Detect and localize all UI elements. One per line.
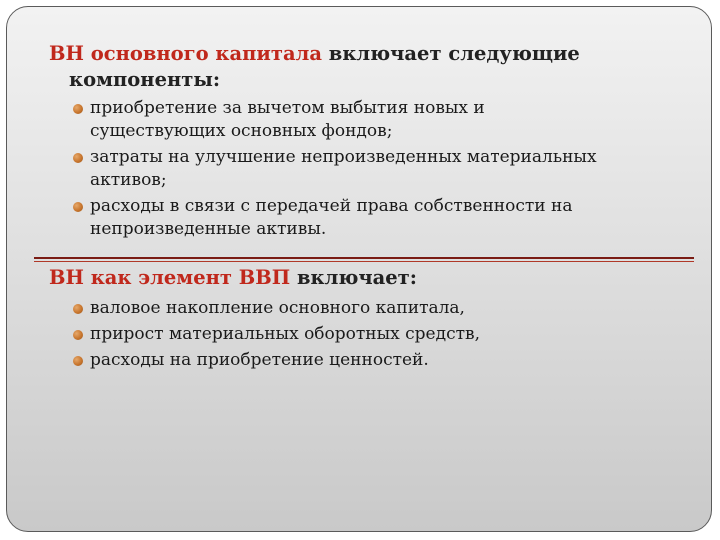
title-rest: включает: [290,266,417,289]
list-item [73,323,480,346]
title-line2: компоненты: [69,68,221,91]
item-text: прирост материальных оборотных средств, [90,324,480,344]
section-divider [34,257,694,259]
item-line: затраты на улучшение непроизведенных материальных [90,147,597,167]
item-line: расходы в связи с передачей права собственности на [90,196,573,216]
capital-components-list [73,97,597,244]
slide [6,6,712,532]
title-accent: ВН как элемент ВВП [49,266,291,289]
list-item [73,297,480,320]
bullet-icon [73,304,83,314]
gdp-components-list [73,297,480,375]
bullet-icon [73,153,83,163]
title-accent: ВН основного капитала [49,42,322,65]
list-item [73,97,597,143]
item-line: непроизведенные активы. [90,219,327,239]
item-line: активов; [90,170,167,190]
bullet-icon [73,202,83,212]
section-divider-accent [34,261,694,262]
list-item [73,195,597,241]
item-text: расходы на приобретение ценностей. [90,350,429,370]
list-item [73,146,597,192]
bullet-icon [73,104,83,114]
item-text: валовое накопление основного капитала, [90,298,465,318]
list-item [73,349,480,372]
item-line: существующих основных фондов; [90,121,393,141]
bullet-icon [73,356,83,366]
title-rest: включает следующие [321,42,580,65]
section-title-capital [49,41,580,93]
bullet-icon [73,330,83,340]
section-title-gdp [49,265,417,291]
item-line: приобретение за вычетом выбытия новых и [90,98,485,118]
